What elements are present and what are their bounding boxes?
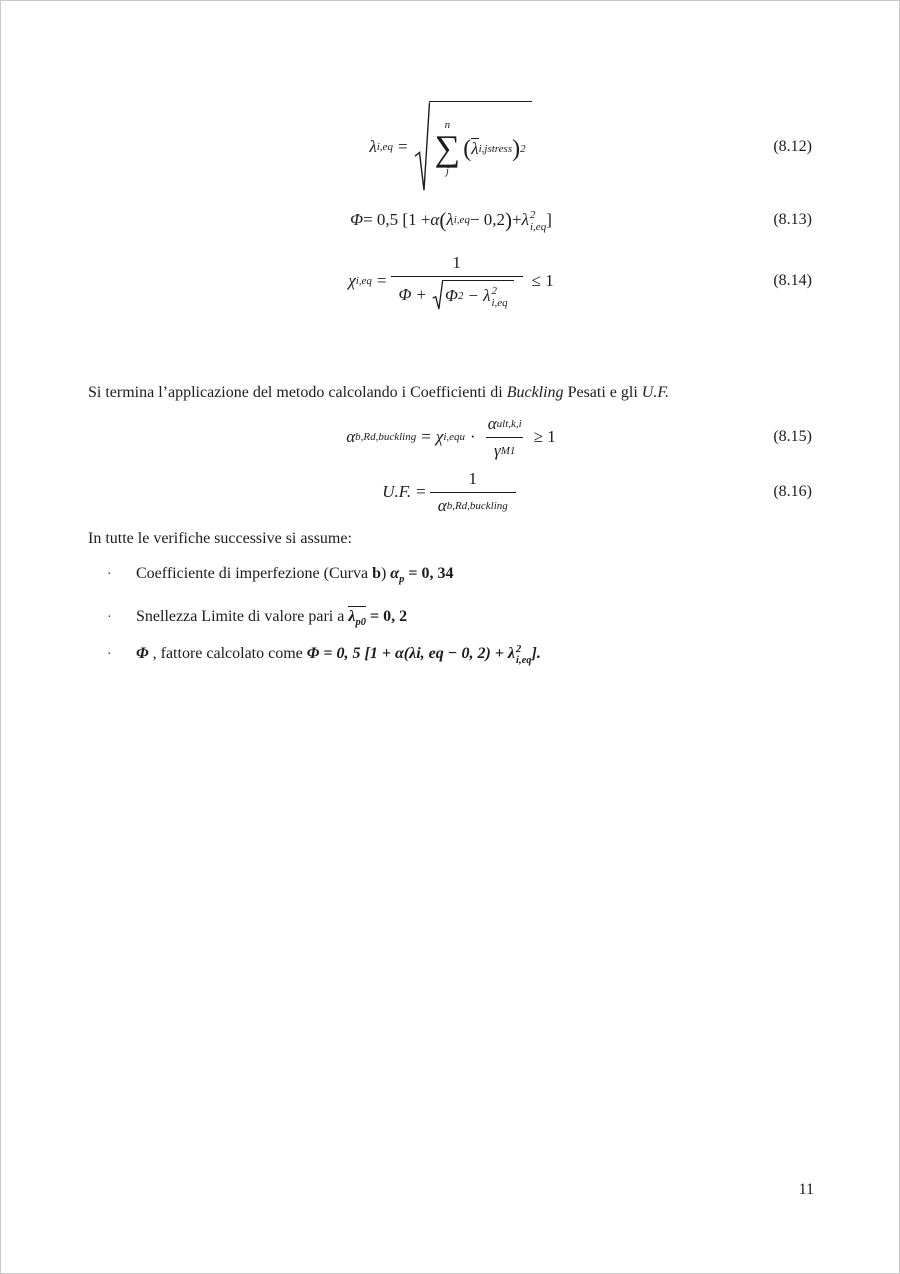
eq15-den-subscript: M1	[500, 444, 516, 457]
eq13-body: = 0,5 [1 +	[363, 210, 431, 229]
eq13-lambda-subscript: i,eq	[453, 214, 470, 226]
bullet-list	[88, 562, 814, 666]
eq15-equals: =	[421, 427, 431, 446]
eq16-den-alpha: α	[437, 495, 447, 515]
eq14-phi2-sup: 2	[458, 290, 464, 302]
eq13-open-paren: (	[439, 207, 447, 232]
eq14-chi: χ	[348, 271, 356, 290]
equation-number: (8.13)	[773, 211, 812, 228]
bullet-item-3	[88, 642, 814, 666]
eq12-power: 2	[520, 142, 526, 155]
eq16-equals: =	[416, 482, 426, 501]
closing-paragraph	[88, 383, 814, 403]
eq13-phi: Φ	[350, 210, 364, 229]
eq16-one: 1	[468, 468, 478, 488]
equation-8-14	[88, 245, 814, 317]
eq14-equals: =	[376, 271, 387, 290]
eq15-alpha-subscript: b,Rd,buckling	[355, 431, 417, 443]
eq13-plus: +	[512, 210, 522, 229]
bullet1-alpha-subscript: p	[399, 574, 405, 585]
eq15-den-gamma: γ	[494, 440, 501, 460]
eq13-lambda2-supsub	[530, 209, 546, 233]
equation-number: (8.14)	[773, 272, 812, 289]
eq15-fraction	[480, 414, 530, 461]
eq13-lambda: λ	[446, 210, 454, 229]
bullet-text	[136, 605, 407, 629]
sum-lower-limit: j	[445, 164, 449, 177]
eq13-close-bracket: ]	[546, 210, 552, 229]
eq12-lhs-symbol: λ	[369, 137, 377, 156]
bullet2-pre: Snellezza Limite di valore pari a	[136, 608, 349, 625]
eq12-close-paren: )	[512, 135, 521, 162]
bullet2-value: = 0, 2	[365, 608, 408, 625]
bullet-text	[136, 642, 541, 666]
bullet-item-1	[88, 562, 814, 592]
eq12-radical	[414, 101, 532, 193]
paragraph-text: Pesati e gli	[563, 384, 642, 401]
eq12-radicand	[429, 101, 532, 193]
uf-italic: U.F.	[641, 384, 670, 401]
eq16-uf: U.F.	[382, 482, 412, 501]
eq14-chi-subscript: i,eq	[355, 275, 372, 287]
eq14-lambda-sup: 2	[491, 284, 497, 297]
eq14-lambda-supsub	[491, 285, 507, 309]
bullet3-phi: Φ	[136, 645, 149, 662]
page-number: 11	[798, 1181, 814, 1198]
sum-upper-limit: n	[444, 119, 451, 132]
eq13-minus-term: − 0,2	[469, 210, 506, 229]
eq12-lambda-bar: λ	[471, 139, 479, 159]
bullet1-pre: Coefficiente di imperfezione (Curva	[136, 565, 373, 582]
eq13-alpha: α	[430, 210, 440, 229]
eq14-numerator	[444, 253, 469, 276]
eq14-one: 1	[452, 252, 461, 272]
eq14-inner-radical	[432, 280, 514, 310]
eq16-fraction	[430, 469, 516, 516]
bullet1-mid: )	[380, 565, 391, 582]
eq15-num-subscript: ult,k,i	[496, 417, 522, 430]
eq13-lambda2-sup: 2	[530, 208, 536, 221]
eq12-term-subscript: i,jstress	[478, 142, 513, 155]
bullet2-lambda: λ	[348, 608, 356, 625]
equation-number: (8.15)	[773, 428, 812, 445]
equation-number: (8.16)	[773, 483, 812, 500]
bullet3-lambda: λ	[507, 645, 516, 662]
bullet1-alpha: α	[390, 565, 400, 582]
sigma-symbol: ∑	[434, 128, 461, 169]
bullet-marker: ·	[107, 567, 112, 582]
paragraph-text: Si termina l’applicazione del metodo calcolando i Coefficienti di	[88, 384, 507, 401]
equation-8-16	[88, 465, 814, 519]
eq14-leq-one: ≤ 1	[531, 271, 554, 290]
eq15-num-alpha: α	[487, 413, 497, 433]
eq14-fraction	[391, 253, 523, 310]
bullet3-formula: Φ = 0, 5 [1 + α(λi, eq − 0, 2) +	[306, 645, 508, 662]
buckling-italic: Buckling	[506, 384, 564, 401]
radical-sign-icon	[414, 101, 430, 193]
eq16-den-subscript: b,Rd,buckling	[446, 499, 508, 512]
assume-line: In tutte le verifiche successive si assume:	[88, 530, 352, 547]
eq16-numerator	[461, 469, 486, 492]
summation	[435, 120, 461, 177]
eq12-lhs-subscript: i,eq	[376, 141, 393, 153]
bullet-marker: ·	[107, 610, 112, 625]
bullet3-lambda-sup: 2	[516, 644, 522, 656]
eq14-phi: Φ	[398, 284, 412, 304]
page-content	[88, 1, 814, 666]
eq12-open-paren: (	[463, 135, 472, 162]
eq14-phi2: Φ	[445, 286, 458, 305]
eq15-denominator	[486, 437, 523, 461]
eq13-lambda2-sub: i,eq	[530, 221, 547, 233]
eq14-inner-radicand	[442, 280, 514, 310]
bullet-text	[136, 562, 454, 592]
eq14-plus: +	[416, 284, 427, 304]
bullet2-lambda-subscript: p0	[355, 617, 366, 628]
bullet-item-2	[88, 605, 814, 629]
bullet3-mid: , fattore calcolato come	[148, 645, 307, 662]
bullet3-lambda-sub: i,eq	[516, 655, 532, 667]
bullet1-bold-b: b	[372, 565, 381, 582]
bullet3-lambda-supsub	[516, 644, 531, 666]
eq13-lambda2: λ	[521, 210, 529, 229]
eq12-equals: =	[397, 137, 408, 156]
bullet3-end: ].	[531, 645, 541, 662]
eq14-lambda: λ	[483, 286, 491, 305]
bullet-marker: ·	[107, 647, 112, 662]
eq15-chi: χ	[435, 427, 444, 446]
equation-number: (8.12)	[773, 138, 812, 155]
eq14-denominator	[391, 276, 523, 310]
eq15-chi-subscript: i,equ	[443, 431, 466, 443]
eq16-denominator	[430, 492, 516, 516]
eq14-lambda-sub: i,eq	[491, 297, 508, 309]
eq15-numerator	[480, 414, 530, 437]
eq14-minus: −	[468, 286, 479, 305]
eq15-alpha: α	[346, 427, 356, 446]
equation-8-15	[88, 411, 814, 463]
eq13-close-paren: )	[505, 207, 513, 232]
equation-8-12	[88, 97, 814, 197]
eq15-geq-one: ≥ 1	[533, 427, 556, 446]
bullet2-lambda-bar	[348, 606, 366, 629]
bullet1-value: = 0, 34	[404, 565, 454, 582]
eq15-cdot: ·	[470, 427, 476, 446]
equation-8-13	[88, 203, 814, 237]
